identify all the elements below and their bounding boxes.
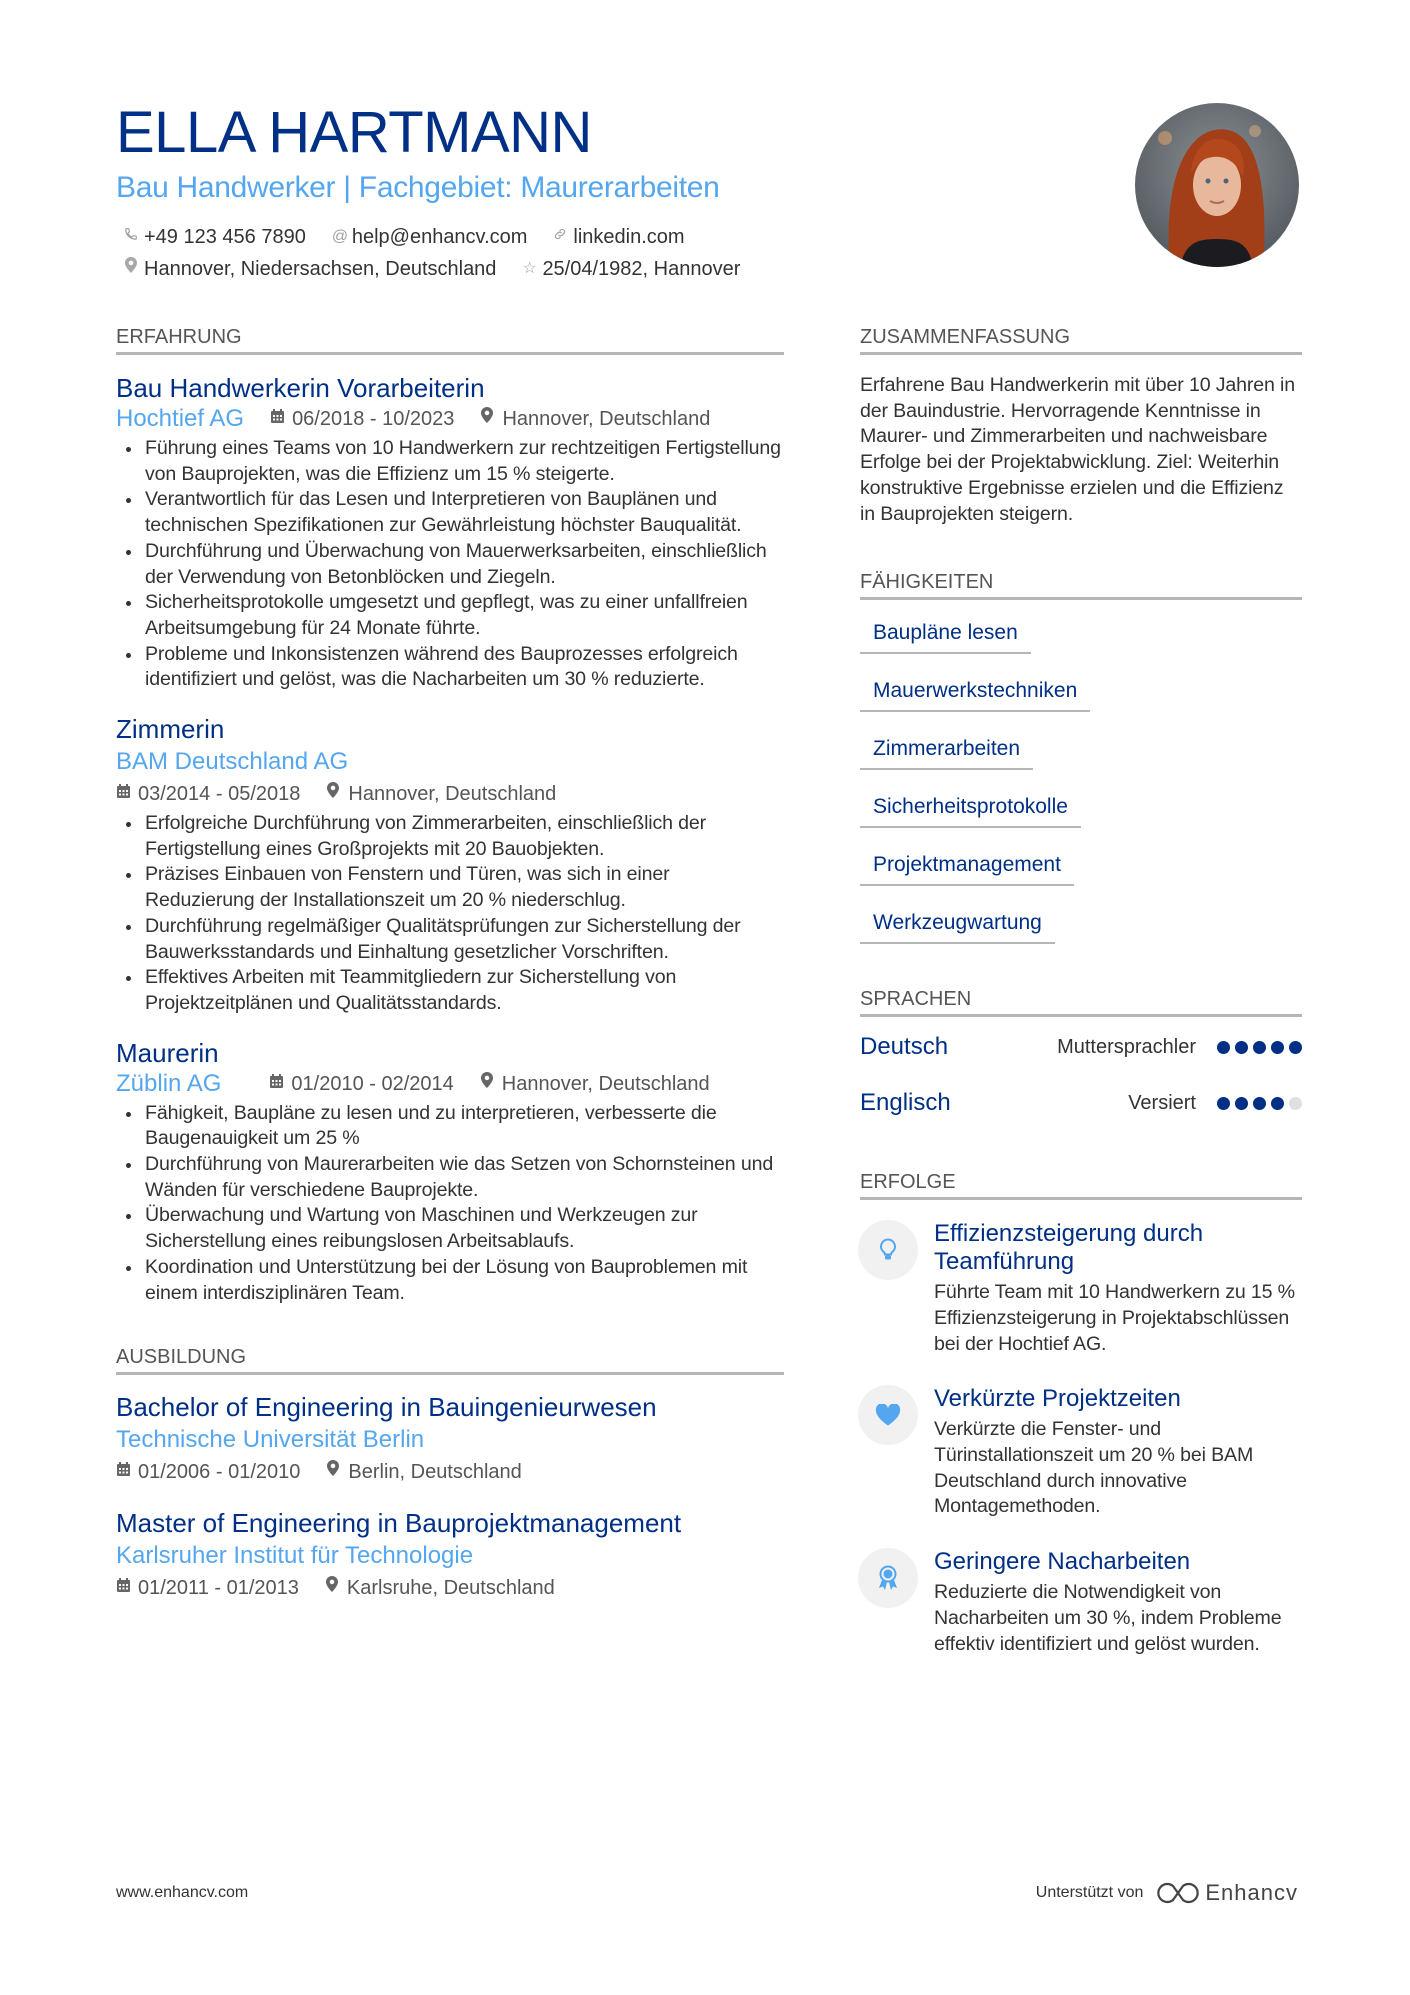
achievement-title: Effizienzsteigerung durch Teamführung (934, 1220, 1204, 1276)
education-entry (116, 1391, 784, 1487)
skill-tag: Baupläne lesen (860, 612, 1031, 654)
edu-dates (116, 1573, 299, 1603)
candidate-name: ELLA HARTMANN (116, 100, 592, 165)
rating-dot-filled (1289, 1041, 1302, 1054)
footer-branding (1036, 1880, 1298, 1906)
contact-linkedin[interactable] (553, 225, 684, 249)
map-pin-icon (326, 779, 340, 809)
achievement-title: Geringere Nacharbeiten (934, 1548, 1191, 1576)
calendar-icon (270, 404, 284, 434)
contact-phone (124, 225, 306, 249)
footer-website[interactable]: www.enhancv.com (116, 1884, 249, 1901)
achievement-item (860, 1548, 1302, 1657)
rating-dot-empty (1289, 1097, 1302, 1110)
job-location (326, 779, 556, 809)
achievement-description: Verkürzte die Fenster- und Türinstallationszeit um 20 % bei BAM Deutschland durch innovative Montagemethoden. (934, 1418, 1254, 1518)
achievement-description: Führte Team mit 10 Handwerkern zu 15 % Effizienzsteigerung in Projektabschlüssen bei der Hochtief AG. (934, 1281, 1295, 1355)
left-column (116, 326, 784, 1603)
calendar-icon (116, 1573, 130, 1603)
rating-dot-filled (1271, 1097, 1284, 1110)
bullet-item: Durchführung regelmäßiger Qualitätsprüfungen zur Sicherstellung der Bauwerksstandards und Einhaltung gesetzlicher Vorschriften. (116, 914, 784, 965)
star-icon: ☆ (522, 260, 537, 277)
language-name: Englisch (860, 1089, 951, 1117)
job-title: Bau Handwerkerin Vorarbeiterin (116, 373, 485, 403)
language-row (860, 1019, 1302, 1075)
powered-by-text: Unterstützt von (1035, 1884, 1144, 1901)
bullet-item: Probleme und Inkonsistenzen während des Bauprozesses erfolgreich identifiziert und gelöst, was die Nacharbeiten um 30 % reduzierte. (116, 642, 784, 693)
school-name: Technische Universität Berlin (116, 1426, 425, 1454)
right-column (860, 326, 1302, 1657)
rating-dot-filled (1217, 1097, 1230, 1110)
achievement-description: Reduzierte die Notwendigkeit von Nacharbeiten um 30 %, indem Probleme effektiv identifiziert und gelöst wurden. (934, 1581, 1282, 1655)
job-entry (116, 713, 784, 1017)
rating-dot-filled (1217, 1041, 1230, 1054)
dates-text: 01/2010 - 02/2014 (291, 1072, 454, 1095)
language-rating (1212, 1097, 1302, 1110)
rating-dot-filled (1271, 1041, 1284, 1054)
bullet-item: Effektives Arbeiten mit Teammitgliedern zur Sicherstellung von Projektzeitplänen und Qualitätsstandards. (116, 965, 784, 1016)
language-name: Deutsch (860, 1033, 949, 1061)
bullet-item: Durchführung und Überwachung von Mauerwerksarbeiten, einschließlich der Verwendung von Betonblöcken und Ziegeln. (116, 539, 784, 590)
summary-section (860, 326, 1302, 527)
job-company: Züblin AG (116, 1069, 222, 1097)
job-location (480, 404, 710, 434)
job-entry (116, 1037, 784, 1307)
language-level: Muttersprachler (1057, 1035, 1196, 1058)
award-icon (858, 1548, 918, 1608)
bullet-item: Verantwortlich für das Lesen und Interpretieren von Bauplänen und technischen Spezifikationen zur Gewährleistung höchster Bauqualität. (116, 487, 784, 538)
job-title: Maurerin (116, 1037, 219, 1068)
calendar-icon (116, 779, 130, 809)
degree-title: Bachelor of Engineering in Bauingenieurwesen (116, 1392, 657, 1423)
contact-row-1 (124, 225, 711, 249)
language-row (860, 1075, 1302, 1131)
skills-section (860, 571, 1302, 944)
dates-text: 06/2018 - 10/2023 (292, 408, 455, 430)
rating-dot-filled (1253, 1097, 1266, 1110)
skill-tag: Zimmerarbeiten (860, 728, 1033, 770)
achievement-item (860, 1385, 1302, 1520)
languages-section (860, 988, 1302, 1131)
map-pin-icon (325, 1573, 339, 1603)
lightbulb-icon (858, 1220, 918, 1280)
language-rating (1212, 1041, 1302, 1054)
location-text: Hannover, Deutschland (348, 783, 557, 806)
map-pin-icon (124, 257, 138, 281)
job-dates (116, 779, 300, 809)
degree-title: Master of Engineering in Bauprojektmanagement (116, 1508, 682, 1539)
linkedin-link[interactable]: linkedin.com (573, 226, 685, 248)
education-section (116, 1346, 784, 1603)
job-entry (116, 372, 784, 693)
map-pin-icon (326, 1457, 340, 1487)
email-link[interactable]: help@enhancv.com (351, 226, 528, 248)
achievement-item (860, 1220, 1302, 1357)
dates-text: 01/2006 - 01/2010 (138, 1461, 301, 1484)
job-meta (116, 779, 784, 809)
rating-dot-filled (1253, 1041, 1266, 1054)
section-title-skills: FÄHIGKEITEN (860, 571, 1302, 600)
dates-text: 03/2014 - 05/2018 (138, 783, 301, 806)
bullet-item: Führung eines Teams von 10 Handwerkern zur rechtzeitigen Fertigstellung von Bauprojekten, was die Effizienz um 15 % steigerte. (116, 436, 784, 487)
candidate-title: Bau Handwerker | Fachgebiet: Maurerarbeiten (116, 171, 720, 204)
phone-icon (124, 225, 138, 249)
bullet-item: Fähigkeit, Baupläne zu lesen und zu interpretieren, verbesserte die Baugenauigkeit um 25 % (116, 1101, 784, 1152)
bullet-item: Koordination und Unterstützung bei der Lösung von Bauproblemen mit einem interdisziplinären Team. (116, 1255, 784, 1306)
brand-name: Enhancv (1205, 1880, 1298, 1905)
contact-birth (522, 257, 740, 281)
contact-email[interactable] (332, 225, 528, 249)
job-location (480, 1069, 710, 1099)
bullet-item: Präzises Einbauen von Fenstern und Türen, was sich in einer Reduzierung der Installationszeit um 20 % niederschlug. (116, 862, 784, 913)
location-text: Hannover, Deutschland (501, 1072, 710, 1095)
location-text: Hannover, Niedersachsen, Deutschland (144, 258, 497, 280)
contact-row-2 (124, 257, 766, 281)
achievement-title: Verkürzte Projektzeiten (934, 1385, 1181, 1413)
school-name: Karlsruher Institut für Technologie (116, 1542, 474, 1570)
job-dates (269, 1069, 453, 1099)
section-title-summary: ZUSAMMENFASSUNG (860, 326, 1302, 355)
education-meta (116, 1457, 784, 1487)
achievements-section (860, 1171, 1302, 1657)
summary-text: Erfahrene Bau Handwerkerin mit über 10 Jahren in der Bauindustrie. Hervorragende Kenntnisse in Maurer- und Zimmerarbeiten und nachweisbare Erfolge bei der Projektabwicklung. Ziel: Weiterhin konstruktive Ergebnisse erzielen und die Effizienz in Bauprojekten steigern. (860, 374, 1295, 525)
location-text: Karlsruhe, Deutschland (346, 1577, 555, 1600)
language-level: Versiert (1128, 1091, 1196, 1114)
section-title-languages: SPRACHEN (860, 988, 1302, 1017)
education-entry (116, 1507, 784, 1603)
map-pin-icon (480, 1069, 494, 1099)
rating-dot-filled (1235, 1041, 1248, 1054)
section-title-achievements: ERFOLGE (860, 1171, 1302, 1200)
map-pin-icon (480, 404, 494, 434)
skill-tag: Sicherheitsprotokolle (860, 786, 1081, 828)
contact-location (124, 257, 496, 281)
section-title-education: AUSBILDUNG (116, 1346, 784, 1375)
heart-icon (858, 1385, 918, 1445)
edu-location (325, 1573, 555, 1603)
profile-photo (1135, 103, 1299, 267)
skills-list (860, 612, 1302, 944)
location-text: Berlin, Deutschland (348, 1461, 522, 1484)
bullet-item: Überwachung und Wartung von Maschinen und Werkzeugen zur Sicherstellung eines reibungslosen Arbeitsablaufs. (116, 1203, 784, 1254)
job-title: Zimmerin (116, 714, 225, 745)
link-icon (553, 225, 567, 249)
rating-dot-filled (1235, 1097, 1248, 1110)
location-text: Hannover, Deutschland (502, 408, 711, 430)
calendar-icon (269, 1069, 283, 1099)
job-dates (270, 404, 454, 434)
job-bullets (116, 1101, 784, 1307)
education-meta (116, 1573, 784, 1603)
skill-tag: Werkzeugwartung (860, 902, 1055, 944)
enhancv-logo-icon (1153, 1881, 1199, 1905)
job-company: BAM Deutschland AG (116, 748, 349, 776)
experience-section (116, 326, 784, 1306)
phone-text: +49 123 456 7890 (144, 226, 306, 248)
job-company: Hochtief AG (116, 405, 245, 432)
dates-text: 01/2011 - 01/2013 (138, 1577, 299, 1600)
at-icon: @ (331, 228, 349, 245)
skill-tag: Projektmanagement (860, 844, 1074, 886)
section-title-experience: ERFAHRUNG (116, 326, 784, 355)
skill-tag: Mauerwerkstechniken (860, 670, 1090, 712)
bullet-item: Erfolgreiche Durchführung von Zimmerarbeiten, einschließlich der Fertigstellung eines Großprojekts mit 20 Bauobjekten. (116, 811, 784, 862)
job-bullets (116, 436, 784, 693)
job-meta (116, 404, 784, 434)
calendar-icon (116, 1457, 130, 1487)
edu-location (326, 1457, 521, 1487)
bullet-item: Durchführung von Maurerarbeiten wie das Setzen von Schornsteinen und Wänden für verschiedene Bauprojekte. (116, 1152, 784, 1203)
birth-text: 25/04/1982, Hannover (542, 258, 741, 280)
job-meta (116, 1069, 784, 1099)
job-bullets (116, 811, 784, 1017)
bullet-item: Sicherheitsprotokolle umgesetzt und gepflegt, was zu einer unfallfreien Arbeitsumgebung für 24 Monate führte. (116, 590, 784, 641)
edu-dates (116, 1457, 300, 1487)
